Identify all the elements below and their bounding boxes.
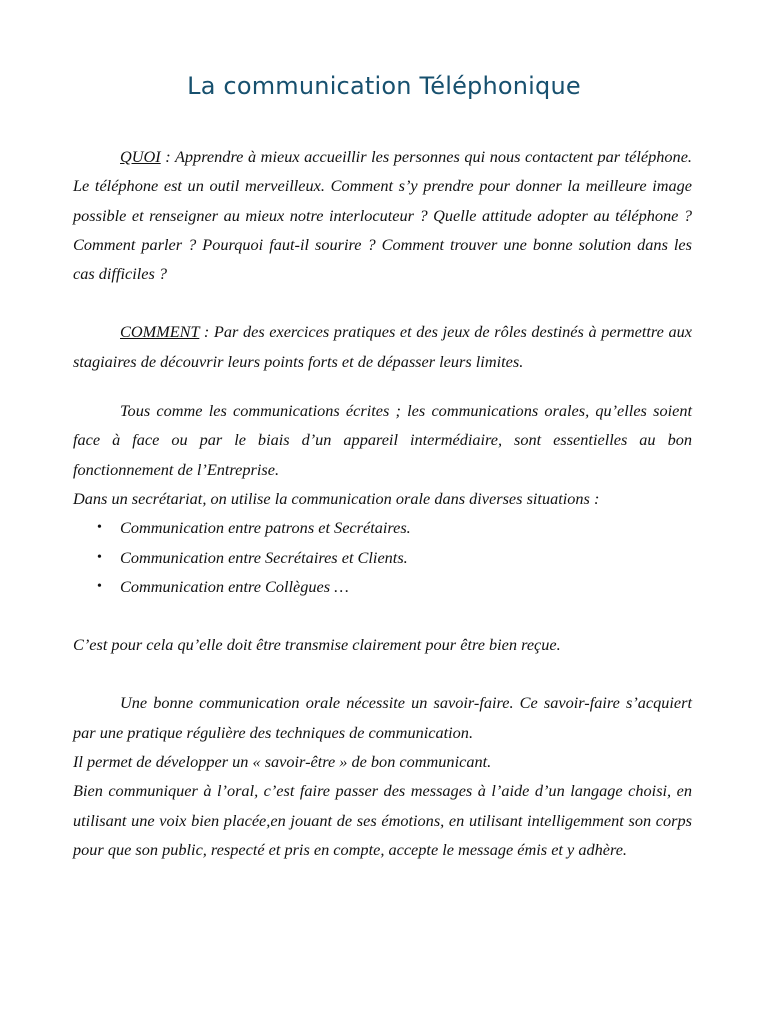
page-title: La communication Téléphonique [187,72,581,100]
bullet-icon: • [97,549,102,565]
list-item-text: Communication entre patrons et Secrétaires. [120,518,411,538]
comment-text: : Par des exercices pratiques et des jeux de rôles destinés à permettre aux stagiaires de découvrir leurs points forts et de dépasser leurs limites. [73,322,692,371]
list-item-text: Communication entre Collègues … [120,576,349,596]
bullet-icon: • [97,578,102,594]
list-item [73,572,692,601]
list-item [73,543,692,572]
bullet-icon: • [97,520,102,536]
list-item-text: Communication entre Secrétaires et Clients. [120,547,408,567]
list-item [73,513,692,542]
quoi-text: : Apprendre à mieux accueillir les personnes qui nous contactent par téléphone. Le téléphone est un outil merveilleux. Comment s’y prendre pour donner la meilleure image possible et renseigner au mieux notre interlocuteur ? Quelle attitude adopter au téléphone ? Comment parler ? Pourquoi faut-il sourire ? Comment trouver une bonne solution dans les cas difficiles ? [73,147,692,284]
quoi-label: QUOI [120,147,161,166]
quoi-paragraph [73,142,692,288]
paragraph-secretariat: Dans un secrétariat, on utilise la communication orale dans diverses situations : [73,488,600,508]
situations-list [73,513,692,601]
paragraph-transmission: C’est pour cela qu’elle doit être transmise clairement pour être bien reçue. [73,635,561,655]
paragraph-savoir-etre: Il permet de développer un « savoir-être » de bon communicant. [73,752,492,772]
comment-paragraph [73,317,692,376]
comment-label: COMMENT [120,322,200,342]
paragraph-bien-communiquer: Bien communiquer à l’oral, c’est faire passer des messages à l’aide d’un langage choisi, en utilisant une voix bien placée,en jouant de ses émotions, en utilisant intelligemment son corps pour que son public, respecté et pris en compte, accepte le message émis et y adhère. [73,781,692,859]
paragraph-communications: Tous comme les communications écrites ; les communications orales, qu’elles soient face à face ou par le biais d’un appareil intermédiaire, sont essentielles au bon fonctionnement de l’Entreprise. [73,401,692,479]
paragraph-savoir-faire: Une bonne communication orale nécessite un savoir-faire. Ce savoir-faire s’acquiert par une pratique régulière des techniques de communication. [73,693,692,742]
document-body [73,142,692,864]
